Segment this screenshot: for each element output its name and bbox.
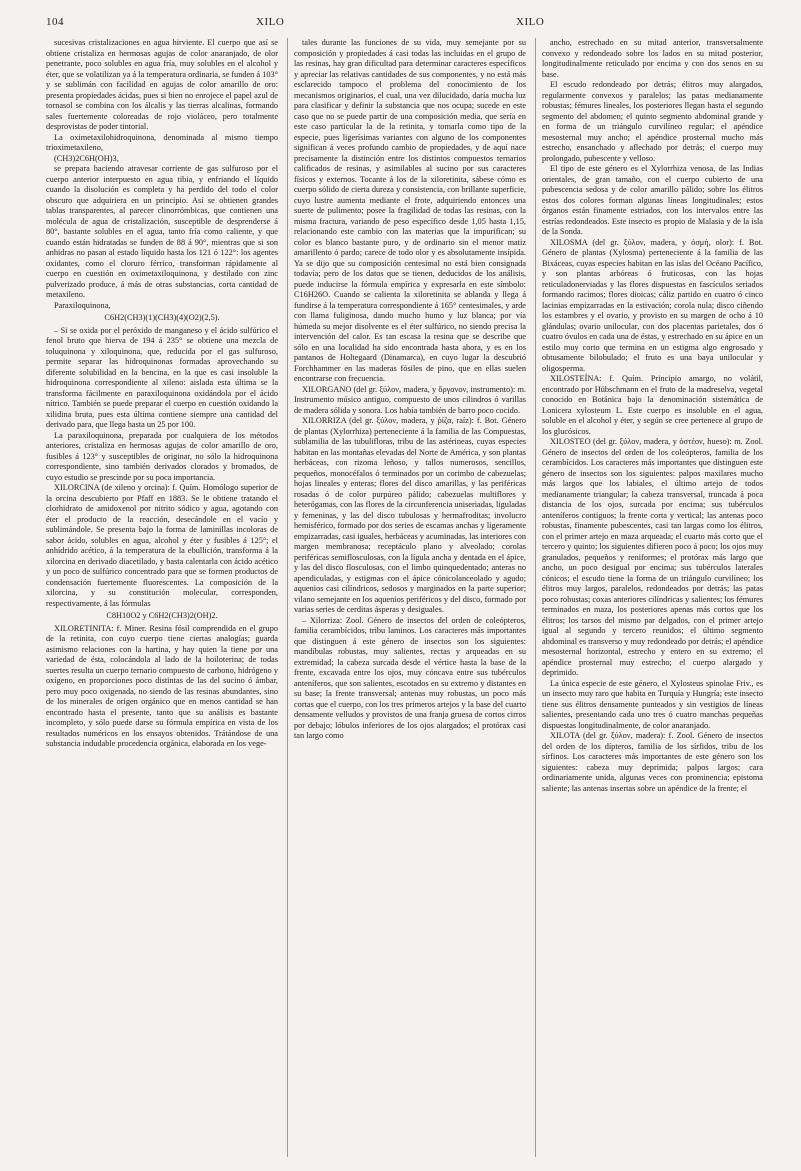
column-1 (46, 38, 278, 1157)
paragraph: C8H10O2 y C6H2(CH3)2(OH)2. (106, 611, 218, 620)
text-columns (46, 38, 763, 1157)
paragraph: Paraxiloquinona, (54, 300, 111, 310)
paragraph: XILORCINA (de xileno y orcina): f. Quím. Homólogo superior de la orcina descubierto por Pfaff en 1883. Se le obtiene tratando el clorhidrato de amidoxenol por nitrito sódico y agua, agotando con éter el producto de la reacción, desecándole en el vacío y sublimándole. Se presenta bajo la forma de laminillas incoloras de sabor ácido, solubles en agua, alcohol y éter y fusibles á 125°; el anhídrido acético, á la temperatura de la ebullición, transforma á la xilorcina en derivado diacetilado, y basta calentarla con ácido acético y un poco de sulfúrico concentrado para que se formen productos de condensación fuertemente fluorescentes. La composición de la xilorcina, y su constitución molecular, corresponden, respectivamente, á las fórmulas (46, 483, 278, 608)
column-divider-1 (287, 38, 288, 1157)
paragraph: El escudo redondeado por detrás; élitros muy alargados, regularmente convexos y paralelos; las patas medianamente robustas; fémures lineales, los posteriores llegan hasta el segundo segmento del abdomen; el quinto segmento abdominal grande y en forma de un triángulo curvilíneo regular; el apéndice mesosternal muy ancho; el apéndice prosternal mucho más estrecho, ensanchado y aflechado por detrás; el cuerpo muy prolongado, pubescente y velloso. (542, 80, 763, 163)
paragraph: XILOSTEO (del gr. ξύλον, madera, y ὀστέον, hueso): m. Zool. Género de insectos del orden de los coleópteros, familia de los cerambícidos. Los caracteres más importantes que distinguen este género de insectos son los siguientes: palpos maxilares mucho más largos que los labiales, el último artejo de todos medianamente triangular; la cabeza transversal, truncada á poca distancia de los ojos, surcada por encima; sus tubérculos anteníferos contiguos; la frente corta y vertical; las antenas poco robustas, finamente pubescentes, casi tan largas como los élitros, con el primer artejo en maza arqueada; el cuarto más corto que el tercero y quinto; los siguientes difieren poco á poco; los ojos muy granulados, pequeños y reniformes; el protórax más largo que ancho, un poco desigual por encima; sus tubérculos laterales cónicos; el escudo tiene la forma de un triángulo curvilíneo; los élitros muy largos, paralelos, redondeados por detrás; las patas poco robustas; coxas anteriores cilíndricas y salientes; los fémures terminados en maza, los posteriores apenas más cortos que los élitros; los tarsos del mismo par delgados, con el primer artejo igual al segundo y tercero reunidos; el último segmento abdominal es transverso y muy redondeado por detrás; el apéndice mesosternal horizontal, estrecho y entero en su extremo; el apéndice prosternal muy estrecho; el cuerpo alargado y deprimido. (542, 437, 763, 677)
running-head-right: XILO (516, 16, 545, 28)
paragraph: (CH3)2C6H(OH)3, (54, 153, 119, 163)
paragraph: C6H2(CH3)(1)(CH3)(4)(O2)(2,5). (104, 313, 220, 322)
paragraph: – Xilorriza: Zool. Género de insectos del orden de coleópteros, familia cerambícidos, tribu laminos. Los caracteres más importantes que distinguen á este género de insectos son los siguientes: mandíbulas robustas, muy salientes, rectas y arqueadas en su extremidad; la cabeza surcada desde el vértice hasta la base de la frente, excavada entre los ojos, muy cóncava entre sus tubérculos anteníferos, que son salientes, escotados en su extremo y distantes en su base; la frente transversal; antenas muy robustas, un poco más cortas que el cuerpo, con los tres primeros artejos y la base del cuarto densamente velludos y provistos de una franja gruesa de cortos cirros por debajo; lóbulos inferiores de los ojos alargados; el protórax casi tan largo como (294, 615, 526, 740)
paragraph: XILOSTEÍNA: f. Quím. Principio amargo, no volátil, encontrado por Hübschmann en el fruto de la madreselva, vegetal conocido en Botánica bajo la denominación sistemática de Lonicera xylosteum L. Este cuerpo es insoluble en el agua, soluble en el alcohol y éter, y según se cree pertenece al grupo de los glucósicos. (542, 374, 763, 436)
column-divider-2 (535, 38, 536, 1157)
paragraph: XILOSMA (del gr. ξύλον, madera, y ὀσμή, olor): f. Bot. Género de plantas (Xylosma) perteneciente á la familia de las Bixáceas, cuyas especies habitan en las islas del Océano Pacífico, y son plantas arbóreas ó fruticosas, con las hojas reticuladonerviadas y las flores dispuestas en fascículos seriados formando racimos; flores dioicas; cáliz partido en cuatro ó cinco lacinias empizarradas en la estivación; corola nula; disco ciñendo los estambres y el ovario, y provisto en su margen de ocho á 10 glándulas; ovario unilocular, con dos placentas parietales, dos ó cuatro óvulos en cada una de éstas, y estrechado en su ápice en un estilo muy corto que termina en un estigma algo engrosado y obtusamente bilobulado; el fruto es una baya unilocular y oligosperma. (542, 237, 763, 373)
paragraph: XILORETINITA: f. Miner. Resina fósil comprendida en el grupo de la retinita, con cuyo cuerpo tiene ciertas analogías; guarda asimismo relaciones con la hartina, y hay quien la tiene por una variedad de ésta, colocándola al lado de la hoiloterina; de todas suertes resulta un cuerpo ternario compuesto de carbono, hidrógeno y oxígeno, en proporciones poco distintas de las del sucino ó ámbar, pero muy poco oxigenada, no siendo de las resinas abundantes, sino de los minerales de origen orgánico que en menos cantidad se han encontrado hasta el presente, tanto que su análisis es bastante incompleto, y sólo puede darse su fórmula empírica en vista de los resultados numéricos en los ensayos obtenidos. Trátándose de una substancia indudable procedencia orgánica, elaborada en los vege- (46, 623, 278, 748)
paragraph: La paraxiloquinona, preparada por cualquiera de los métodos anteriores, cristaliza en hermosas agujas de color amarillo de oro, fusibles á 123° y susceptibles de originar, no sólo la hidroquinona correspondiente, sino también derivados clorados y bromados, de cuyo estudio se prescinde por su poca importancia. (46, 430, 278, 482)
paragraph: El tipo de este género es el Xylorrhiza venosa, de las Indias orientales, de gran tamaño, con el cuerpo cubierto de una pubescencia sedosa y de color amarillo pálido; sobre los élitros estos dos colores forman algunas líneas longitudinales; estos órganos están finamente estriados, con los intervalos entre las estrías redondeados. Este insecto es propio de Malasia y de la isla de la Sonda. (542, 164, 763, 236)
page-header (46, 16, 759, 34)
column-3 (542, 38, 763, 1157)
column-2 (294, 38, 526, 1157)
paragraph: La oximetaxilohidroquinona, denominada al mismo tiempo trioximetaxileno, (46, 132, 278, 152)
paragraph: XILORGANO (del gr. ξύλον, madera, y ὄργανον, instrumento): m. Instrumento músico antiguo, compuesto de unos cilindros ó varillas de madera sólida y sonora. Los había también de barro poco cocido. (294, 384, 526, 415)
page-number: 104 (46, 16, 64, 28)
paragraph: tales durante las funciones de su vida, muy semejante por su composición y propiedades á casi todas las incluidas en el grupo de las resinas, hay gran dificultad para determinar caracteres específicos y apreciar las relativas cantidades de sus componentes, y no está más esclarecido tampoco el problema del conocimiento de los mecanismos originarios, el cual, una vez dilucidado, daría mucha luz para clasificar y definir la substancia que nos ocupa; sucede en este caso que no se puede partir de una composición media, que sería en este caso particular la de la retinita, y tomarla como tipo de la especie, pues ligerísimas variantes con alguno de los componentes significan á veces profundo cambio de propiedades, y de aquí nace precisamente la distinción entre los distintos compuestos ternarios calificados de resinas, y asimilables al sucino por sus caracteres físicos y externos. Tocante á los de la xiloretinita, sábese cómo es cuerpo sólido de cierta dureza y consistencia, con brillante superficie, cuyo lustre aumenta mediante el frote, adquiriendo entonces una suerte de pulimento; posee la fragilidad de todas las resinas, con la misma fractura, variando de peso específico desde 1,05 hasta 1,15, relacionando este cambio con las materias que la impurifican; su color es blanco bastante puro, y de ordinario sin el menor matiz amarillento ó pardo; carece de todo olor y es absolutamente insípida. Ya se dijo que su composición centesimal no está bien consignada todavía; pero de los datos que se tienen, deducidos de los análisis, puede inducirse la fórmula empírica y expresarla en este símbolo: C16H26O. Cuando se calienta la xiloretinita se ablanda y llega á fundirse á la temperatura correspondiente á 165° centesimales, y arde con llama fuliginosa, dando mucho humo y luz blanca; por vía húmeda su mejor disolvente es el éter sulfúrico, no siendo precisa la intervención del calor. Es tan escasa la resina que se describe que sólo en una localidad ha sido encontrada hasta ahora, y es en los pantanos de Holtegaard (Dinamarca), en cuyo lugar la descubrió Forchhammer en las maderas fósiles de pino, que en ellas suelen encontrarse con frecuencia. (294, 38, 526, 383)
paragraph: sucesivas cristalizaciones en agua hirviente. El cuerpo que así se obtiene cristaliza en hermosas agujas de color anaranjado, de olor penetrante, poco solubles en agua fría, muy solubles en el alcohol y éter, que se volatilizan ya á la temperatura ordinaria, se funden á 103° y se sublimán con facilidad en agujas de color amarillo de oro: presenta propiedades ácidas, pues si bien no enrojece el papel azul de tornasol se combina con los álcalis y las tierras alcalinas, formando sales fuertemente coloreadas de rojo violáceo, pero totalmente desprovistas de poder tintorial. (46, 38, 278, 131)
paragraph: ancho, estrechado en su mitad anterior, transversalmente convexo y redondeado sobre los lados en su mitad posterior, longitudinalmente reticulado por encima y con dos senos en su base. (542, 38, 763, 79)
paragraph: XILOTA (del gr. ξύλον, madera): f. Zool. Género de insectos del orden de los dípteros, familia de los sírfidos, tribu de los sírfinos. Los caracteres más importantes de este género son los siguientes: cabeza muy deprimida; palpos largos; cara ordinariamente unida, algunas veces con prominencia; epistoma saliente; las antenas insertas sobre un apéndice de la frente; el (542, 731, 763, 793)
paragraph: se prepara haciendo atravesar corriente de gas sulfuroso por el cuerpo anterior interpuesto en agua tibia, y enfriando el líquido cuando la disolución es completa y ha perdido del todo el color obscuro que adquiriera en un principio. Así se obtienen grandes tablas transparentes, al parecer clinorrómbicas, que contienen una molécula de agua de cristalización, susceptible de desprenderse á 80°, bastante solubles en el agua, tanto fría como caliente, y que cuando están hidratadas se funden de 88 á 90°, mientras que si son anhidras no pasan al estado líquido hasta los 121 ó 122°: los agentes oxidantes, como el cloruro férrico, transforman rápidamente al cuerpo en cuestión en oximetaxiloquinona, y destilado con zinc pulverizado produce, á más de otras substancias, corta cantidad de metaxileno. (46, 164, 278, 299)
paragraph: La única especie de este género, el Xylosteus spinolae Friv., es un insecto muy raro que habita en Turquía y Hungría; este insecto tiene sus élitros densamente punteados y sin vestigios de líneas salientes, presentando cada uno tres ó cuatro manchas pequeñas dispuestas longitudinalmente, de color anaranjado. (542, 678, 763, 730)
running-head-left: XILO (256, 16, 285, 28)
paragraph: – Si se oxida por el peróxido de manganeso y el ácido sulfúrico el fenol bruto que hierva de 194 á 235° se obtiene una mezcla de toluquinona y xiloquinona, que, reducida por el gas sulfuroso, permite separar las hidroquinonas formadas aprovechando su diferente solubilidad en la bencina, en la que es casi insoluble la hidroquinona correspondiente al xileno: aislada esta última se la transforma fácilmente en paraxiloquinona oxidándola por el ácido nítrico. También se puede preparar el cuerpo en cuestión oxidando la xilidina bruta, pues esta última contiene siempre una cantidad del derivado para, que llega hasta un 25 por 100. (46, 325, 278, 429)
paragraph: XILORRIZA (del gr. ξύλον, madera, y ῥίζα, raíz): f. Bot. Género de plantas (Xylorrhiza) perteneciente á la familia de las Compuestas, sublamilia de las tubulifloras, tribu de las astérineas, cuyas especies habitan en las montañas elevadas del Norte de América, y son plantas herbáceas, con rizoma leñoso, y tallos numerosos, sencillos, pequeños, monocéfalos ó terminados por un corimbo de cabezuelas; hojas lineales y enteras; flores del disco amarillas, y las periféricas rosadas ó de color purpúreo pálido; cabezuelas multiflores y heterógamas, con las flores de la circunferencia uniseriadas, liguladas y femeninas, y las del disco tubulosas y hermafroditas; involucro hemisférico, formado por dos series de escamas anchas y ligeramente empizarradas, casi iguales, herbáceas y acuminadas, las interiores con margen membranosa; receptáculo plano y alveolado; corolas periféricas semiflosculosas, con la lígula ancha y dentada en el ápice, y las del disco flosculosas, con el limbo quinquedentado; anteras no apendiculadas, y estigmas con el ápice cónicolanceolado y agudo; aquenios casi cilíndricos, sedosos y marginados en la parte superior; vilano semejante en los aquenios periféricos y del disco, formado por varias series de cerditas ásperas y desiguales. (294, 416, 526, 614)
